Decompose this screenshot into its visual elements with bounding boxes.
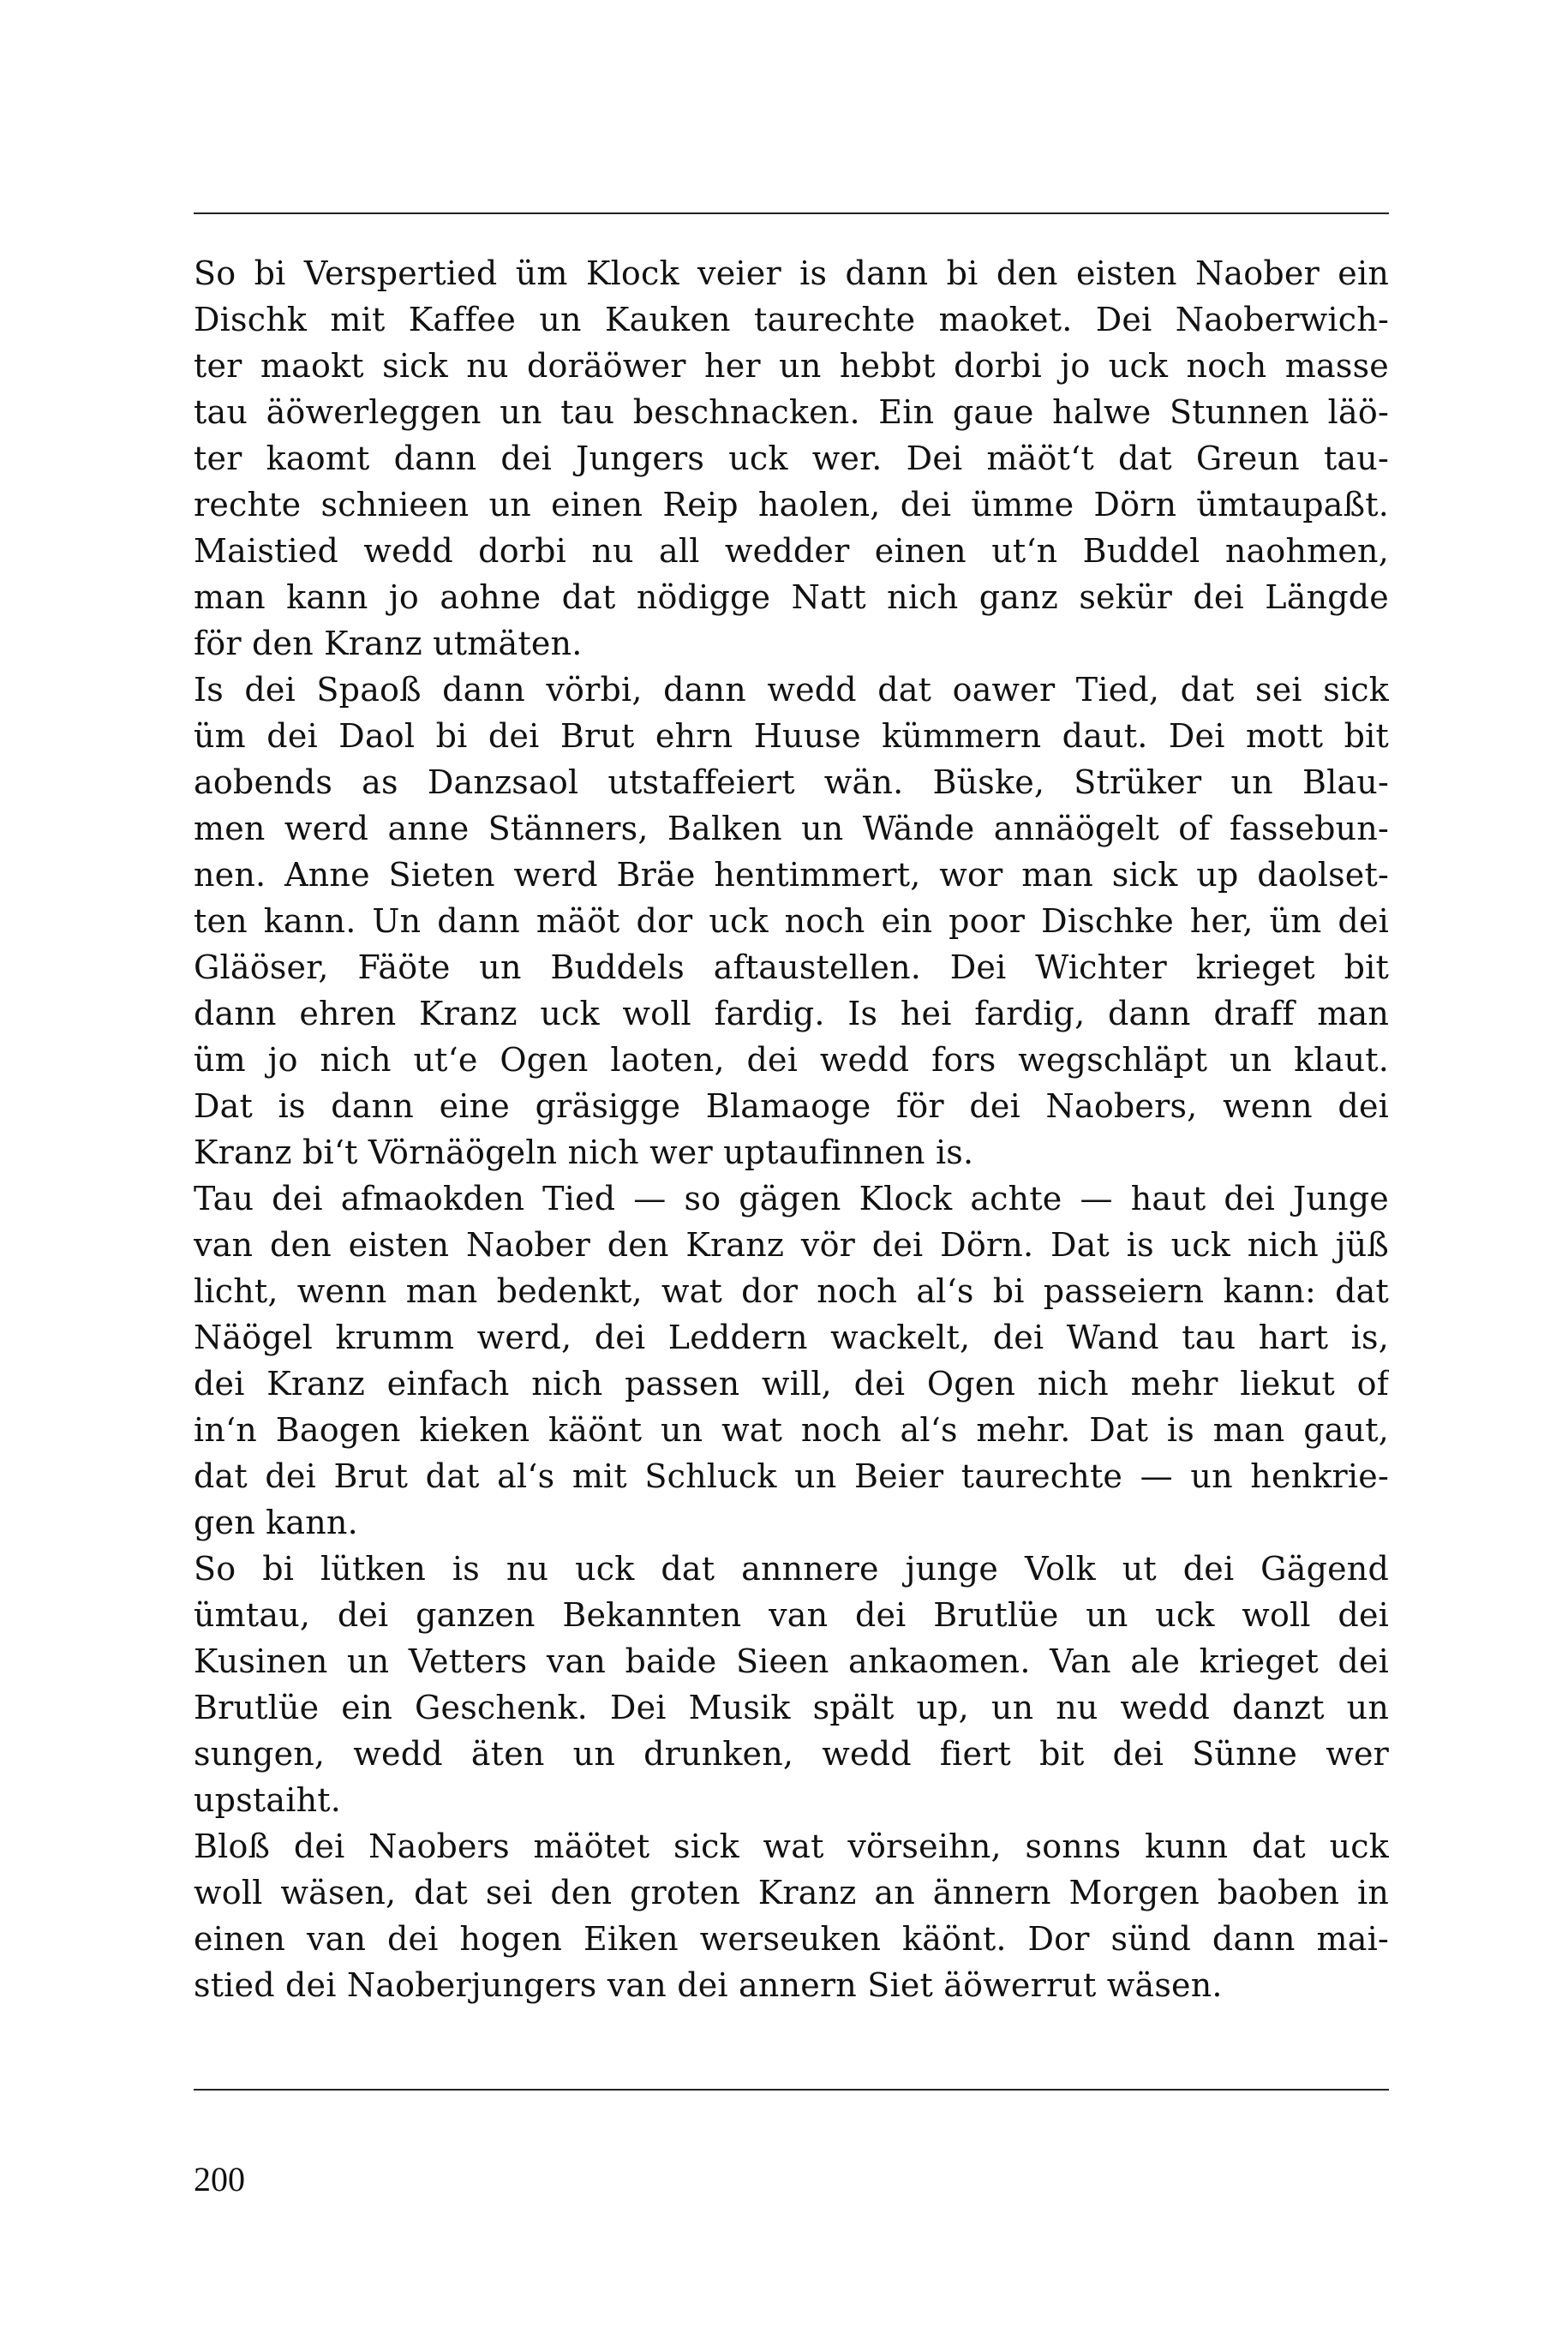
text-line: Bloß dei Naobers mäötet sick wat vörseihn, sonns kunn dat uck (194, 1828, 1389, 1865)
text-line: aobends as Danzsaol utstaffeiert wän. Büske, Strüker un Blau- (194, 763, 1389, 801)
page-number: 200 (194, 2160, 245, 2198)
text-line: So bi Verspertied üm Klock veier is dann bi den eisten Naober ein (194, 254, 1389, 292)
text-line: stied dei Naoberjungers van dei annern Siet äöwerrut wäsen. (194, 1966, 1223, 2004)
text-line: dat dei Brut dat al‘s mit Schluck un Beier taurechte — un henkrie- (194, 1457, 1389, 1495)
paragraph (194, 667, 1389, 1175)
text-line: woll wäsen, dat sei den groten Kranz an ännern Morgen baoben in (194, 1874, 1389, 1911)
text-line: in‘n Baogen kieken käönt un wat noch al‘s mehr. Dat is man gaut, (194, 1411, 1389, 1449)
text-line: üm dei Daol bi dei Brut ehrn Huuse kümmern daut. Dei mott bit (194, 717, 1389, 755)
text-line: Maistied wedd dorbi nu all wedder einen ut‘n Buddel naohmen, (194, 532, 1389, 570)
text-line: för den Kranz utmäten. (194, 625, 583, 662)
text-line: ümtau, dei ganzen Bekannten van dei Brutlüe un uck woll dei (194, 1596, 1389, 1634)
text-line: licht, wenn man bedenkt, wat dor noch al‘s bi passeiern kann: dat (194, 1272, 1389, 1310)
text-line: dann ehren Kranz uck woll fardig. Is hei fardig, dann draff man (194, 995, 1389, 1032)
text-line: sungen, wedd äten un drunken, wedd fiert bit dei Sünne wer (194, 1735, 1389, 1773)
text-line: tau äöwerleggen un tau beschnacken. Ein gaue halwe Stunnen läö- (194, 393, 1389, 431)
paragraph (194, 1823, 1389, 2008)
text-line: Gläöser, Fäöte un Buddels aftaustellen. Dei Wichter krieget bit (194, 948, 1389, 986)
text-line: dei Kranz einfach nich passen will, dei Ogen nich mehr liekut of (194, 1365, 1389, 1403)
text-line: So bi lütken is nu uck dat annnere junge Volk ut dei Gägend (194, 1550, 1389, 1588)
paragraph (194, 1175, 1389, 1546)
text-line: ter kaomt dann dei Jungers uck wer. Dei mäöt‘t dat Greun tau- (194, 440, 1389, 477)
body-text (194, 250, 1389, 2008)
text-line: van den eisten Naober den Kranz vör dei Dörn. Dat is uck nich jüß (194, 1226, 1389, 1264)
text-line: Tau dei afmaokden Tied — so gägen Klock achte — haut dei Junge (194, 1180, 1389, 1217)
text-line: Dischk mit Kaffee un Kauken taurechte maoket. Dei Naoberwich- (194, 301, 1389, 338)
text-line: nen. Anne Sieten werd Bräe hentimmert, wor man sick up daolset- (194, 856, 1389, 894)
text-line: Dat is dann eine gräsigge Blamaoge för dei Naobers, wenn dei (194, 1087, 1389, 1125)
text-line: üm jo nich ut‘e Ogen laoten, dei wedd fors wegschläpt un klaut. (194, 1041, 1389, 1079)
paragraph (194, 1546, 1389, 1823)
text-line: Näögel krumm werd, dei Leddern wackelt, dei Wand tau hart is, (194, 1319, 1389, 1356)
text-line: Kranz bi‘t Vörnäögeln nich wer uptaufinnen is. (194, 1134, 974, 1171)
text-line: man kann jo aohne dat nödigge Natt nich ganz sekür dei Längde (194, 578, 1389, 616)
text-line: Is dei Spaoß dann vörbi, dann wedd dat oawer Tied, dat sei sick (194, 671, 1389, 709)
text-line: rechte schnieen un einen Reip haolen, dei ümme Dörn ümtaupaßt. (194, 486, 1389, 523)
text-line: Brutlüe ein Geschenk. Dei Musik spält up, un nu wedd danzt un (194, 1689, 1389, 1726)
text-line: einen van dei hogen Eiken werseuken käönt. Dor sünd dann mai- (194, 1920, 1389, 1958)
top-rule (194, 212, 1389, 214)
text-line: ten kann. Un dann mäöt dor uck noch ein poor Dischke her, üm dei (194, 902, 1389, 940)
text-line: Kusinen un Vetters van baide Sieen ankaomen. Van ale krieget dei (194, 1642, 1389, 1680)
text-line: ter maokt sick nu doräöwer her un hebbt dorbi jo uck noch masse (194, 347, 1389, 385)
text-line: men werd anne Stänners, Balken un Wände annäögelt of fassebun- (194, 810, 1389, 847)
bottom-rule (194, 2089, 1389, 2091)
text-line: upstaiht. (194, 1781, 342, 1819)
paragraph (194, 250, 1389, 667)
text-line: gen kann. (194, 1504, 358, 1541)
